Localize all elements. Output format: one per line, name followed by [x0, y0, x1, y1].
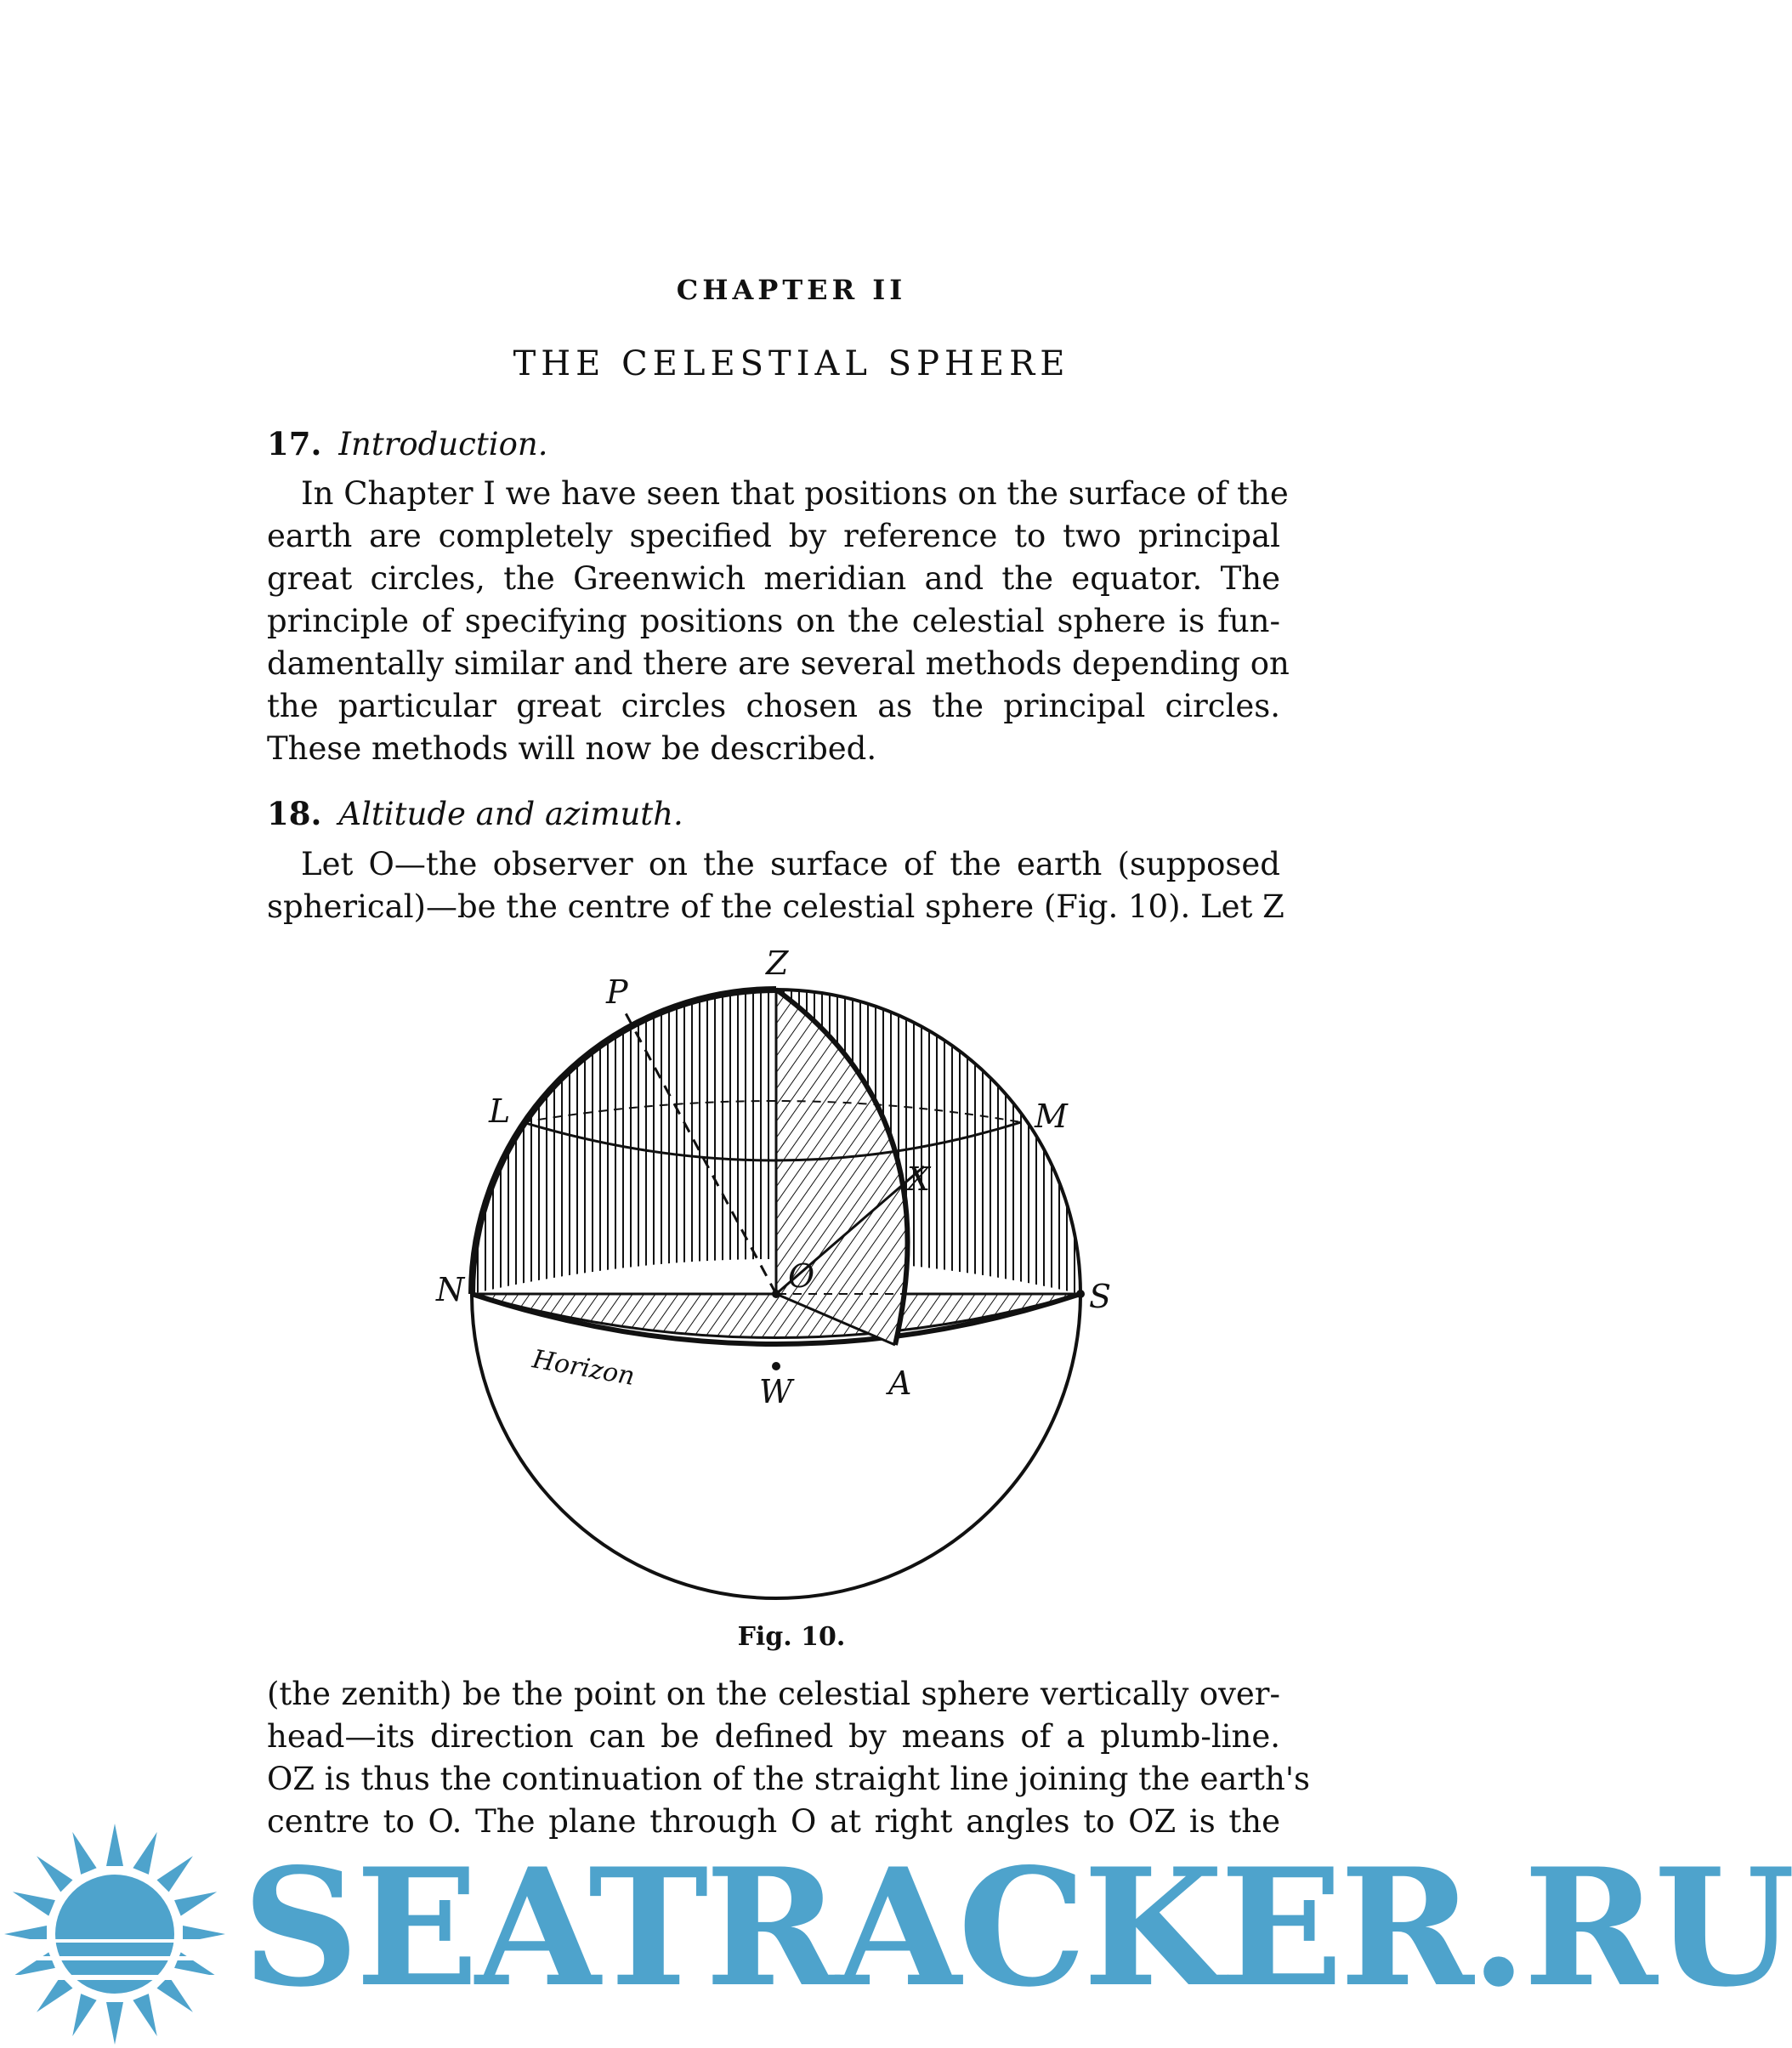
chapter-number: CHAPTER II [676, 274, 907, 306]
label-W: W [759, 1373, 793, 1410]
label-P: P [606, 973, 628, 1011]
label-X: X [907, 1160, 931, 1198]
paragraph-introduction [267, 473, 1290, 770]
label-horizon: Horizon [530, 1344, 638, 1392]
label-M: M [1035, 1098, 1068, 1135]
section-title: Altitude and azimuth. [338, 796, 683, 832]
label-O: O [788, 1257, 815, 1295]
text-line: Let O—the observer on the surface of the earth (supposed [301, 846, 1280, 882]
section-title: Introduction. [338, 426, 548, 462]
text-line: (the zenith) be the point on the celestial sphere vertically over- [267, 1676, 1280, 1712]
paragraph-zenith [267, 1673, 1311, 1843]
paragraph-altitude [267, 843, 1284, 928]
point-O [772, 1290, 780, 1298]
chapter-title: THE CELESTIAL SPHERE [513, 344, 1070, 383]
text-line: OZ is thus the continuation of the straight line joining the earth's [267, 1761, 1311, 1797]
text-line: spherical)—be the centre of the celestial sphere (Fig. 10). Let Z [267, 888, 1284, 925]
text-line: These methods will now be described. [267, 730, 877, 767]
label-Z: Z [766, 945, 789, 982]
point-W [772, 1362, 780, 1370]
figure-caption: Fig. 10. [737, 1622, 846, 1652]
section-heading-17 [267, 425, 547, 462]
text-line: damentally similar and there are several methods depending on [267, 645, 1290, 682]
text-line: principle of specifying positions on the celestial sphere is fun- [267, 603, 1280, 639]
text-line: great circles, the Greenwich meridian and the equator. The [267, 560, 1280, 597]
text-line: centre to O. The plane through O at right angles to OZ is the [267, 1803, 1280, 1840]
label-A: A [888, 1364, 912, 1402]
section-heading-18 [267, 795, 683, 832]
text-line: the particular great circles chosen as the principal circles. [267, 688, 1280, 724]
text-line: head—its direction can be defined by means of a plumb-line. [267, 1718, 1280, 1755]
label-N: N [436, 1271, 465, 1308]
section-number: 18. [267, 795, 322, 832]
text-line: In Chapter I we have seen that positions on the surface of the [301, 475, 1289, 512]
label-S: S [1089, 1278, 1112, 1315]
text-line: earth are completely specified by reference to two principal [267, 518, 1280, 554]
section-number: 17. [267, 425, 322, 462]
point-S [1076, 1290, 1085, 1298]
watermark-text: SEATRACKER.RU [242, 1833, 1792, 2022]
celestial-sphere-figure [421, 944, 1152, 1624]
label-L: L [489, 1092, 511, 1130]
